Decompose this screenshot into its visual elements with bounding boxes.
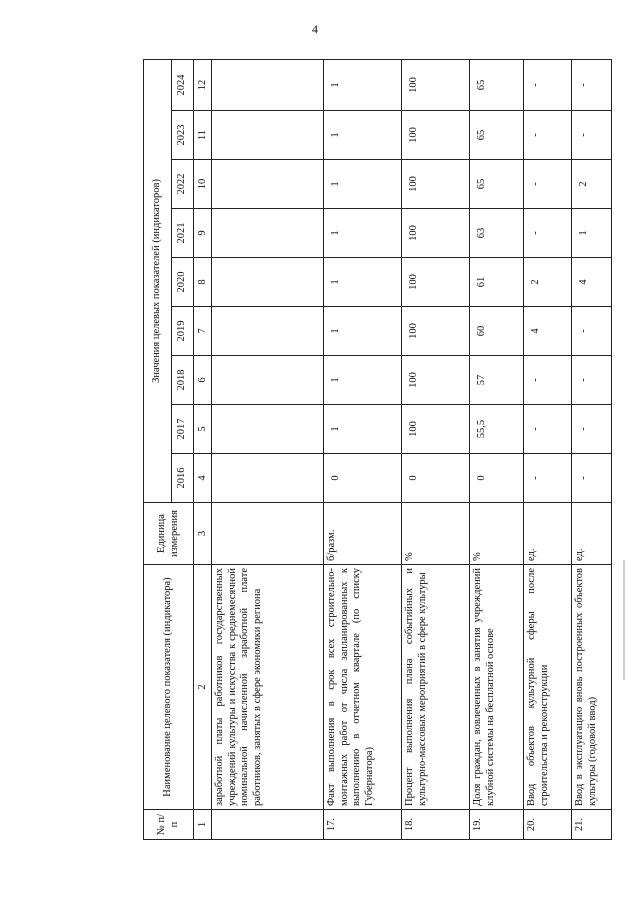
row-unit: ед. xyxy=(524,503,572,565)
row-num: 20. xyxy=(524,810,572,840)
row-value: 1 xyxy=(324,59,402,110)
row-value: 0 xyxy=(470,454,524,503)
row-value: 61 xyxy=(470,258,524,307)
row-value xyxy=(212,209,324,258)
index-cell: 12 xyxy=(194,59,212,110)
table-row xyxy=(470,59,524,839)
row-value: - xyxy=(572,405,612,454)
row-value xyxy=(212,111,324,160)
header-year: 2019 xyxy=(172,307,194,356)
row-value xyxy=(212,258,324,307)
row-num: 18. xyxy=(402,810,470,840)
index-cell: 5 xyxy=(194,405,212,454)
row-num: 19. xyxy=(470,810,524,840)
row-value: 100 xyxy=(402,160,470,209)
header-year: 2020 xyxy=(172,258,194,307)
row-value: 65 xyxy=(470,59,524,110)
row-value: - xyxy=(572,59,612,110)
row-value xyxy=(212,405,324,454)
row-value: 65 xyxy=(470,111,524,160)
row-value: 4 xyxy=(572,258,612,307)
row-name: Доля граждан, вовлеченных в занятия учреждений клубной системы на бесплатной основе xyxy=(470,565,524,810)
row-num: 17. xyxy=(324,810,402,840)
row-value: 0 xyxy=(324,454,402,503)
table-row xyxy=(212,59,324,839)
header-values-group: Значения целевых показателей (индикаторов) xyxy=(144,59,172,502)
indicators-table xyxy=(143,59,612,840)
indicators-table-frame xyxy=(143,60,598,840)
row-name: Ввод объектов культурной сферы после строительства и реконструкции xyxy=(524,565,572,810)
header-year: 2023 xyxy=(172,111,194,160)
index-cell: 8 xyxy=(194,258,212,307)
index-cell: 2 xyxy=(194,565,212,810)
row-value xyxy=(212,307,324,356)
row-value: 1 xyxy=(324,307,402,356)
table-row xyxy=(524,59,572,839)
header-year: 2016 xyxy=(172,454,194,503)
row-value: - xyxy=(572,111,612,160)
row-value: - xyxy=(572,307,612,356)
row-value: 63 xyxy=(470,209,524,258)
row-value: 1 xyxy=(324,356,402,405)
row-value: 100 xyxy=(402,307,470,356)
index-row xyxy=(194,59,212,839)
row-name: Ввод в эксплуатацию вновь построенных объектов культуры (годовой ввод) xyxy=(572,565,612,810)
row-value: 1 xyxy=(324,209,402,258)
row-value: 1 xyxy=(572,209,612,258)
table-row xyxy=(402,59,470,839)
row-unit: б/разм. xyxy=(324,503,402,565)
index-cell: 11 xyxy=(194,111,212,160)
row-name: Факт выполнения в срок всех строительно-монтажных работ от числа запланированных к выполнению в отчетном квартале (по списку Губернатора) xyxy=(324,565,402,810)
page-number: 4 xyxy=(312,22,318,36)
row-value: 1 xyxy=(324,405,402,454)
row-num xyxy=(212,810,324,840)
row-value xyxy=(212,454,324,503)
row-value: - xyxy=(524,160,572,209)
row-unit: % xyxy=(402,503,470,565)
row-value: - xyxy=(524,111,572,160)
row-value: 2 xyxy=(524,258,572,307)
header-year: 2018 xyxy=(172,356,194,405)
header-year: 2017 xyxy=(172,405,194,454)
row-value: - xyxy=(524,209,572,258)
index-cell: 7 xyxy=(194,307,212,356)
row-value: - xyxy=(524,356,572,405)
row-value: 100 xyxy=(402,59,470,110)
row-name: Процент выполнения плана событийных и культурно-массовых мероприятий в сфере культуры xyxy=(402,565,470,810)
row-value: 100 xyxy=(402,111,470,160)
row-name: заработной платы работников государственных учреждений культуры и искусства к среднемесячной номинальной начисленной заработной плате работников, занятых в сфере экономики региона xyxy=(212,565,324,810)
index-cell: 9 xyxy=(194,209,212,258)
row-value: 100 xyxy=(402,209,470,258)
row-value: 60 xyxy=(470,307,524,356)
row-value: 0 xyxy=(402,454,470,503)
index-cell: 10 xyxy=(194,160,212,209)
table-row xyxy=(572,59,612,839)
header-year: 2022 xyxy=(172,160,194,209)
row-value: - xyxy=(572,454,612,503)
row-value: 57 xyxy=(470,356,524,405)
header-unit: Единица измерения xyxy=(144,503,194,565)
index-cell: 3 xyxy=(194,503,212,565)
row-num: 21. xyxy=(572,810,612,840)
index-cell: 6 xyxy=(194,356,212,405)
header-num: № п/п xyxy=(144,810,194,840)
row-value: 1 xyxy=(324,111,402,160)
header-year: 2021 xyxy=(172,209,194,258)
table-row xyxy=(324,59,402,839)
row-value: 100 xyxy=(402,356,470,405)
row-value xyxy=(212,356,324,405)
header-name: Наименование целевого показателя (индикатора) xyxy=(144,565,194,810)
row-value: 55,5 xyxy=(470,405,524,454)
index-cell: 4 xyxy=(194,454,212,503)
row-unit xyxy=(212,503,324,565)
row-value xyxy=(212,59,324,110)
row-value: 100 xyxy=(402,258,470,307)
scan-edge-mark xyxy=(623,560,625,680)
row-value: - xyxy=(524,454,572,503)
row-value: 100 xyxy=(402,405,470,454)
row-value: 1 xyxy=(324,258,402,307)
row-value: 2 xyxy=(572,160,612,209)
row-unit: % xyxy=(470,503,524,565)
index-cell: 1 xyxy=(194,810,212,840)
header-year: 2024 xyxy=(172,59,194,110)
rotated-table-container xyxy=(143,60,598,840)
row-value: 65 xyxy=(470,160,524,209)
row-value: - xyxy=(572,356,612,405)
row-value: - xyxy=(524,59,572,110)
row-unit: ед. xyxy=(572,503,612,565)
row-value: 1 xyxy=(324,160,402,209)
row-value xyxy=(212,160,324,209)
row-value: 4 xyxy=(524,307,572,356)
row-value: - xyxy=(524,405,572,454)
